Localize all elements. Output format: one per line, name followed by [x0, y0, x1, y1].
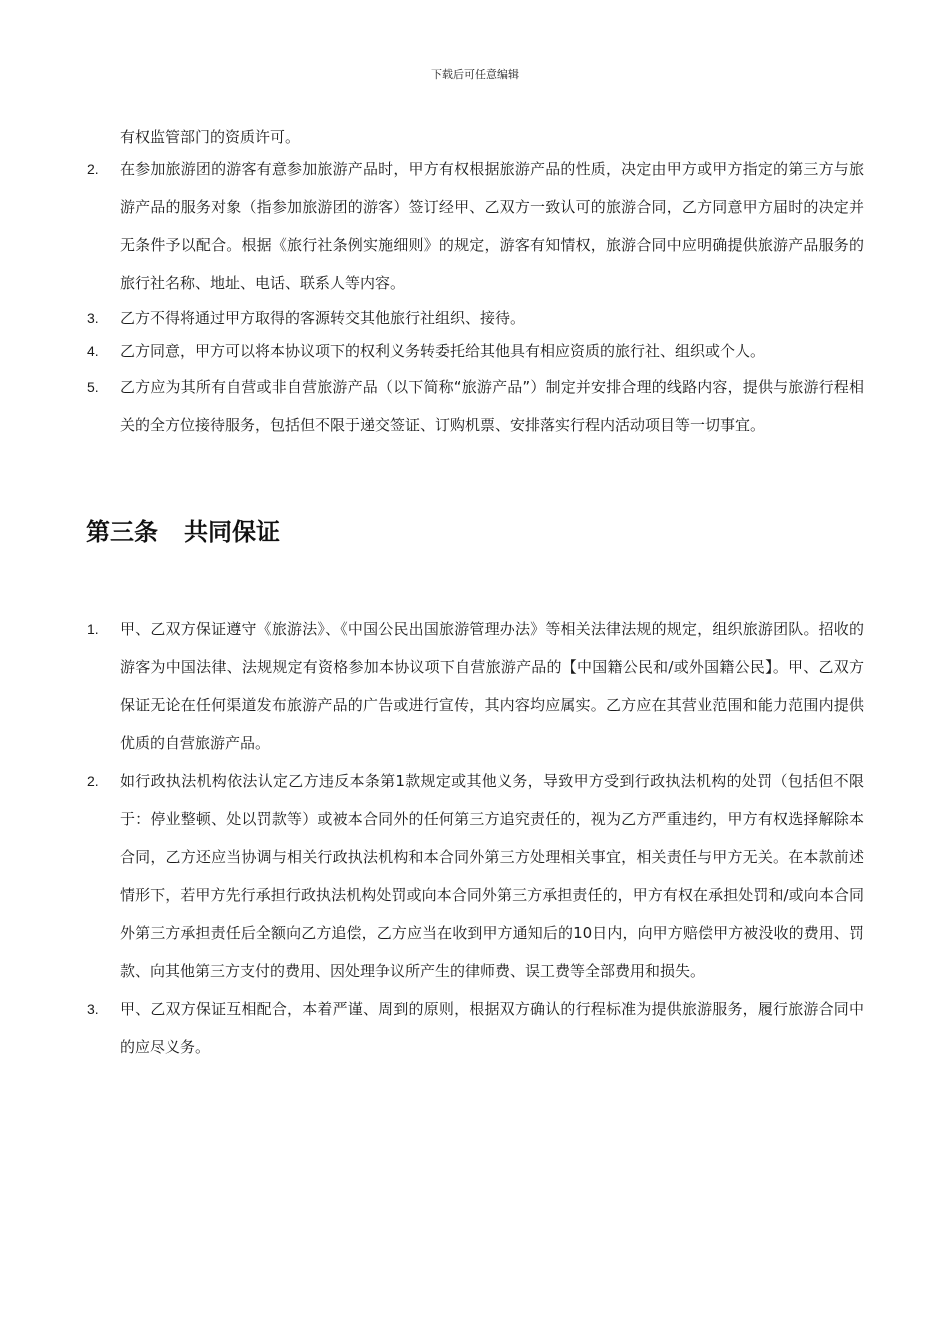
item-number: 1. — [87, 621, 99, 637]
item-number: 2. — [87, 773, 99, 789]
item-number: 3. — [87, 310, 99, 326]
list-item — [0, 335, 864, 368]
item-number: 4. — [87, 343, 99, 359]
item-text: 在参加旅游团的游客有意参加旅游产品时，甲方有权根据旅游产品的性质，决定由甲方或甲方指定的第三方与旅游产品的服务对象（指参加旅游团的游客）签订经甲、乙双方一致认可的旅游合同，乙方同意甲方届时的决定并无条件予以配合。根据《旅行社条例实施细则》的规定，游客有知情权，旅游合同中应明确提供旅游产品服务的旅行社名称、地址、电话、联系人等内容。 — [120, 160, 864, 292]
list-item — [0, 368, 864, 444]
item-text: 乙方应为其所有自营或非自营旅游产品（以下简称“旅游产品”）制定并安排合理的线路内容，提供与旅游行程相关的全方位接待服务，包括但不限于递交签证、订购机票、安排落实行程内活动项目等一切事宜。 — [120, 378, 864, 434]
section-heading — [86, 512, 280, 547]
list-item — [0, 302, 864, 335]
section-number: 第三条 — [86, 518, 158, 546]
section-title: 共同保证 — [184, 518, 280, 546]
item-text: 乙方同意，甲方可以将本协议项下的权利义务转委托给其他具有相应资质的旅行社、组织或个人。 — [120, 342, 766, 360]
item-number: 2. — [87, 161, 99, 177]
item-text: 甲、乙双方保证遵守《旅游法》、《中国公民出国旅游管理办法》等相关法律法规的规定，组织旅游团队。招收的游客为中国法律、法规规定有资格参加本协议项下自营旅游产品的【中国籍公民和/或外国籍公民】。甲、乙双方保证无论在任何渠道发布旅游产品的广告或进行宣传，其内容均应属实。乙方应在其营业范围和能力范围内提供优质的自营旅游产品。 — [120, 620, 864, 752]
item-number: 3. — [87, 1001, 99, 1017]
item-number: 5. — [87, 379, 99, 395]
list-item — [0, 150, 864, 302]
list-item — [0, 762, 864, 990]
continuation-text: 有权监管部门的资质许可。 — [120, 128, 301, 146]
page-header: 下载后可任意编辑 — [431, 68, 519, 81]
item-text: 乙方不得将通过甲方取得的客源转交其他旅行社组织、接待。 — [120, 309, 526, 327]
obligations-list — [0, 150, 950, 444]
item-text: 甲、乙双方保证互相配合，本着严谨、周到的原则，根据双方确认的行程标准为提供旅游服务，履行旅游合同中的应尽义务。 — [120, 1000, 864, 1056]
item-text: 如行政执法机构依法认定乙方违反本条第1款规定或其他义务，导致甲方受到行政执法机构的处罚（包括但不限于：停业整顿、处以罚款等）或被本合同外的任何第三方追究责任的，视为乙方严重违约，甲方有权选择解除本合同，乙方还应当协调与相关行政执法机构和本合同外第三方处理相关事宜，相关责任与甲方无关。在本款前述情形下，若甲方先行承担行政执法机构处罚或向本合同外第三方承担责任的，甲方有权在承担处罚和/或向本合同外第三方承担责任后全额向乙方追偿，乙方应当在收到甲方通知后的10日内，向甲方赔偿甲方被没收的费用、罚款、向其他第三方支付的费用、因处理争议所产生的律师费、误工费等全部费用和损失。 — [120, 772, 864, 980]
guarantees-list — [0, 610, 950, 1066]
list-item — [0, 610, 864, 762]
list-item — [0, 990, 864, 1066]
